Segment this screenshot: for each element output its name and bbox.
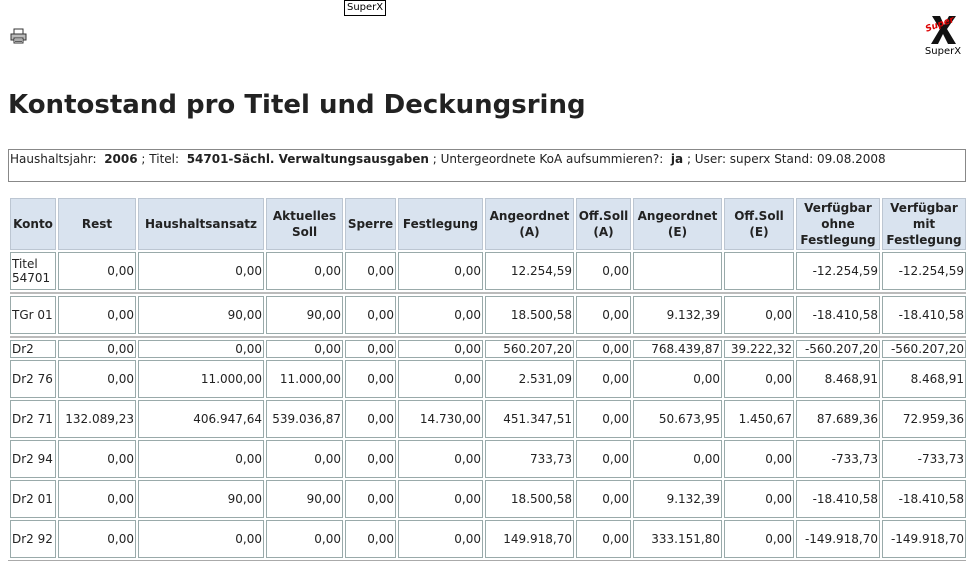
value-cell: 451.347,51 <box>485 400 574 438</box>
value-cell: 539.036,87 <box>266 400 343 438</box>
value-cell: 0,00 <box>58 252 136 290</box>
value-cell: 90,00 <box>266 480 343 518</box>
value-cell: 0,00 <box>398 360 483 398</box>
value-cell: 0,00 <box>576 252 631 290</box>
value-cell: 0,00 <box>138 520 264 558</box>
value-cell: 0,00 <box>398 340 483 358</box>
value-cell: 18.500,58 <box>485 296 574 334</box>
value-cell: 0,00 <box>58 440 136 478</box>
value-cell: -733,73 <box>796 440 880 478</box>
value-cell: -149.918,70 <box>796 520 880 558</box>
report-parameters <box>8 149 966 182</box>
value-cell: 0,00 <box>576 440 631 478</box>
konto-cell[interactable]: Dr2 71 <box>10 400 56 438</box>
col-header-angeordnet-e[interactable]: Angeordnet (E) <box>633 198 722 250</box>
col-header-sperre[interactable]: Sperre <box>345 198 396 250</box>
value-cell: -18.410,58 <box>882 296 966 334</box>
value-cell: 0,00 <box>398 440 483 478</box>
stand-value: 09.08.2008 <box>816 152 886 166</box>
value-cell: -18.410,58 <box>796 480 880 518</box>
row-separator <box>10 292 966 294</box>
value-cell: 11.000,00 <box>266 360 343 398</box>
page-title: Kontostand pro Titel und Deckungsring <box>8 90 586 120</box>
value-cell: 0,00 <box>345 520 396 558</box>
table-row <box>10 400 966 438</box>
table-row <box>10 296 966 334</box>
value-cell: 0,00 <box>398 296 483 334</box>
value-cell: 87.689,36 <box>796 400 880 438</box>
value-cell: 406.947,64 <box>138 400 264 438</box>
value-cell: 2.531,09 <box>485 360 574 398</box>
value-cell: 0,00 <box>576 296 631 334</box>
konto-cell[interactable]: Titel 54701 <box>10 252 56 290</box>
col-header-verfuegbar-mit[interactable]: Verfügbar mit Festlegung <box>882 198 966 250</box>
titel-label: ; Titel: <box>141 152 180 166</box>
row-separator <box>10 336 966 338</box>
value-cell: 333.151,80 <box>633 520 722 558</box>
value-cell: 768.439,87 <box>633 340 722 358</box>
table-header-row <box>10 198 966 250</box>
value-cell: -560.207,20 <box>882 340 966 358</box>
value-cell: -18.410,58 <box>882 480 966 518</box>
value-cell: 0,00 <box>724 480 794 518</box>
value-cell: 0,00 <box>138 252 264 290</box>
value-cell: 0,00 <box>58 296 136 334</box>
koa-value: ja <box>670 152 684 166</box>
value-cell: 9.132,39 <box>633 480 722 518</box>
value-cell: 0,00 <box>345 340 396 358</box>
table-row <box>10 480 966 518</box>
haushaltsjahr-label: Haushaltsjahr: <box>10 152 97 166</box>
value-cell: 0,00 <box>58 520 136 558</box>
col-header-rest[interactable]: Rest <box>58 198 136 250</box>
col-header-angeordnet-a[interactable]: Angeordnet (A) <box>485 198 574 250</box>
col-header-konto[interactable]: Konto <box>10 198 56 250</box>
konto-cell[interactable]: Dr2 92 <box>10 520 56 558</box>
value-cell: 0,00 <box>58 480 136 518</box>
col-header-offsoll-a[interactable]: Off.Soll (A) <box>576 198 631 250</box>
value-cell: 0,00 <box>576 480 631 518</box>
col-header-aktuelles-soll[interactable]: Aktuelles Soll <box>266 198 343 250</box>
table-row <box>10 252 966 290</box>
value-cell: 149.918,70 <box>485 520 574 558</box>
superx-logo[interactable] <box>920 14 966 60</box>
col-header-verfuegbar-ohne[interactable]: Verfügbar ohne Festlegung <box>796 198 880 250</box>
superx-logo-text: SuperX <box>924 46 962 57</box>
value-cell: 0,00 <box>138 440 264 478</box>
konto-cell[interactable]: Dr2 01 <box>10 480 56 518</box>
value-cell: 0,00 <box>345 360 396 398</box>
value-cell: 18.500,58 <box>485 480 574 518</box>
table-row <box>10 520 966 558</box>
value-cell: 0,00 <box>345 252 396 290</box>
value-cell: 0,00 <box>138 340 264 358</box>
value-cell: 50.673,95 <box>633 400 722 438</box>
separator-cell <box>10 292 966 294</box>
value-cell: 0,00 <box>724 440 794 478</box>
value-cell: 0,00 <box>576 520 631 558</box>
col-header-festlegung[interactable]: Festlegung <box>398 198 483 250</box>
value-cell: 0,00 <box>345 480 396 518</box>
value-cell: 0,00 <box>266 340 343 358</box>
value-cell: -733,73 <box>882 440 966 478</box>
value-cell: 0,00 <box>576 360 631 398</box>
superx-x-icon <box>924 14 962 46</box>
konto-cell[interactable]: Dr2 94 <box>10 440 56 478</box>
superx-stamp-text: Super <box>924 15 956 35</box>
value-cell: 0,00 <box>576 400 631 438</box>
value-cell: 0,00 <box>576 340 631 358</box>
value-cell <box>633 252 722 290</box>
value-cell: 0,00 <box>345 400 396 438</box>
konto-cell[interactable]: Dr2 76 <box>10 360 56 398</box>
value-cell: 0,00 <box>398 520 483 558</box>
titel-value: 54701-Sächl. Verwaltungsausgaben <box>186 152 429 166</box>
value-cell: 90,00 <box>138 480 264 518</box>
value-cell <box>724 252 794 290</box>
haushaltsjahr-value: 2006 <box>104 152 138 166</box>
value-cell: 0,00 <box>266 252 343 290</box>
value-cell: -12.254,59 <box>882 252 966 290</box>
value-cell: -149.918,70 <box>882 520 966 558</box>
value-cell: -12.254,59 <box>796 252 880 290</box>
value-cell: 0,00 <box>345 296 396 334</box>
value-cell: 0,00 <box>398 480 483 518</box>
superx-tooltip: SuperX <box>344 0 386 16</box>
value-cell: 90,00 <box>266 296 343 334</box>
separator-cell <box>10 336 966 338</box>
value-cell: 0,00 <box>266 520 343 558</box>
value-cell: 72.959,36 <box>882 400 966 438</box>
value-cell: 9.132,39 <box>633 296 722 334</box>
value-cell: -560.207,20 <box>796 340 880 358</box>
bottom-divider <box>8 560 966 561</box>
value-cell: 0,00 <box>266 440 343 478</box>
table-row <box>10 340 966 358</box>
koa-label: ; Untergeordnete KoA aufsummieren?: <box>432 152 664 166</box>
value-cell: 8.468,91 <box>796 360 880 398</box>
konto-cell[interactable]: TGr 01 <box>10 296 56 334</box>
value-cell: -18.410,58 <box>796 296 880 334</box>
value-cell: 132.089,23 <box>58 400 136 438</box>
value-cell: 0,00 <box>633 440 722 478</box>
value-cell: 90,00 <box>138 296 264 334</box>
kontostand-table <box>8 196 968 560</box>
value-cell: 1.450,67 <box>724 400 794 438</box>
value-cell: 0,00 <box>58 360 136 398</box>
value-cell: 0,00 <box>398 252 483 290</box>
value-cell: 14.730,00 <box>398 400 483 438</box>
value-cell: 0,00 <box>724 296 794 334</box>
value-cell: 39.222,32 <box>724 340 794 358</box>
value-cell: 12.254,59 <box>485 252 574 290</box>
value-cell: 11.000,00 <box>138 360 264 398</box>
table-row <box>10 360 966 398</box>
value-cell: 0,00 <box>724 520 794 558</box>
printer-icon[interactable] <box>10 28 28 44</box>
user-label: ; User: superx Stand: <box>686 152 814 166</box>
value-cell: 0,00 <box>633 360 722 398</box>
col-header-offsoll-e[interactable]: Off.Soll (E) <box>724 198 794 250</box>
value-cell: 8.468,91 <box>882 360 966 398</box>
table-row <box>10 440 966 478</box>
value-cell: 0,00 <box>345 440 396 478</box>
konto-cell[interactable]: Dr2 <box>10 340 56 358</box>
value-cell: 733,73 <box>485 440 574 478</box>
value-cell: 0,00 <box>58 340 136 358</box>
value-cell: 560.207,20 <box>485 340 574 358</box>
col-header-haushaltsansatz[interactable]: Haushaltsansatz <box>138 198 264 250</box>
value-cell: 0,00 <box>724 360 794 398</box>
